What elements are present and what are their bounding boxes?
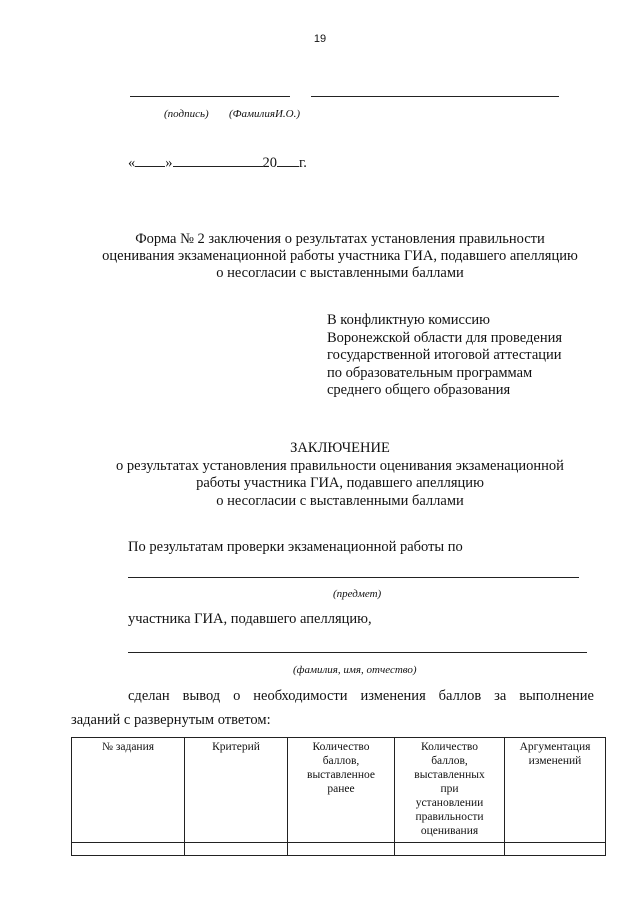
intro-text: По результатам проверки экзаменационной работы по [128, 539, 463, 555]
header-points-after: Количество баллов, выставленных при установлении правильности оценивания [395, 738, 505, 843]
conclusion-heading: ЗАКЛЮЧЕНИЕ [290, 440, 390, 456]
subject-caption: (предмет) [333, 588, 382, 600]
conclusion-block [40, 440, 640, 510]
date-close-quote: » [165, 155, 173, 171]
participant-text: участника ГИА, подавшего апелляцию, [128, 611, 372, 627]
addressee-line: по образовательным программам [327, 364, 533, 381]
table-header-row [72, 738, 606, 843]
addressee-line: Воронежской области для проведения [327, 329, 563, 346]
participant-name-caption: (фамилия, имя, отчество) [293, 664, 417, 676]
addressee-block [327, 312, 562, 400]
participant-name-line [128, 652, 587, 653]
table-cell [288, 843, 395, 856]
page-number: 19 [313, 33, 327, 45]
header-task-number: № задания [72, 738, 185, 843]
criteria-table [71, 737, 606, 856]
conclusion-line: о несогласии с выставленными баллами [216, 492, 464, 509]
subject-line [128, 577, 579, 578]
conclusion-line: работы участника ГИА, подавшего апелляцию [196, 475, 484, 491]
name-caption: (ФамилияИ.О.) [229, 108, 300, 120]
date-year-prefix: 20 [262, 155, 277, 171]
table-cell [185, 843, 288, 856]
date-line [128, 154, 307, 172]
table-row [72, 843, 606, 856]
conclusion-sentence: сделан вывод о необходимости изменения баллов за выполнение [128, 688, 594, 704]
conclusion-line: о результатах установления правильности оценивания экзаменационной [116, 457, 564, 474]
form-title [60, 231, 620, 282]
conclusion-sentence-end: заданий с развернутым ответом: [71, 712, 271, 728]
table-cell [505, 843, 606, 856]
table-cell [395, 843, 505, 856]
signature-caption: (подпись) [164, 108, 209, 120]
header-points-before: Количество баллов, выставленное ранее [288, 738, 395, 843]
signature-line [130, 96, 290, 97]
name-line [311, 96, 559, 97]
addressee-line: среднего общего образования [327, 382, 511, 398]
date-year-suffix: г. [299, 155, 307, 171]
form-title-line: оценивания экзаменационной работы участника ГИА, подавшего апелляцию [102, 248, 578, 264]
form-title-line: Форма № 2 заключения о результатах установления правильности [135, 231, 545, 247]
form-title-line: о несогласии с выставленными баллами [216, 265, 464, 281]
table-cell [72, 843, 185, 856]
header-argumentation: Аргументация изменений [505, 738, 606, 843]
addressee-line: В конфликтную комиссию [327, 312, 490, 328]
addressee-line: государственной итоговой аттестации [327, 347, 562, 363]
header-criterion: Критерий [185, 738, 288, 843]
date-open-quote: « [128, 155, 136, 171]
